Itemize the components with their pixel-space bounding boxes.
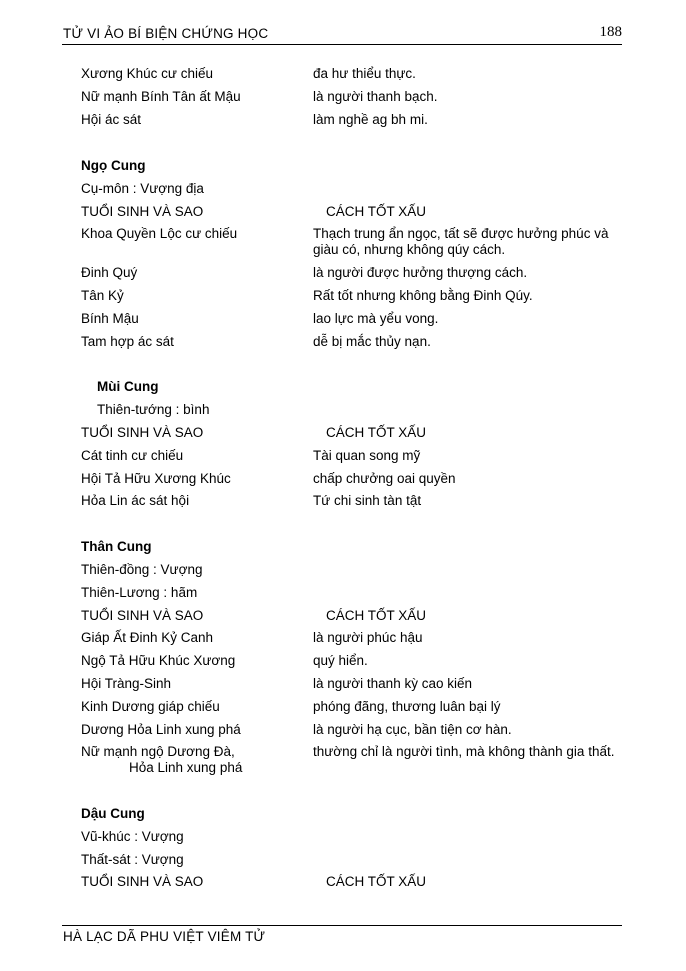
row-right-text: là người được hưởng thượng cách. [313, 265, 528, 280]
row-right-text: dễ bị mắc thủy nạn. [313, 334, 431, 349]
row-left-text: Đinh Quý [81, 265, 138, 280]
header-title: TỬ VI ẢO BÍ BIỆN CHỨNG HỌC [63, 26, 269, 41]
footer-text: HÀ LẠC DÃ PHU VIỆT VIÊM TỬ [63, 929, 266, 944]
star-line: Thiên-đồng : Vượng [81, 562, 203, 577]
row-left-text: Hội Tả Hữu Xương Khúc [81, 471, 231, 486]
header-rule [62, 44, 622, 45]
row-right-text: là người hạ cục, bần tiện cơ hàn. [313, 722, 512, 737]
column-header-right: CÁCH TỐT XẤU [326, 204, 427, 219]
column-header-left: TUỔI SINH VÀ SAO [81, 204, 204, 219]
row-left-text: Hỏa Lin ác sát hội [81, 493, 190, 508]
star-line: Vũ-khúc : Vượng [81, 829, 184, 844]
star-line: Thất-sát : Vượng [81, 852, 184, 867]
row-right-text: quý hiển. [313, 653, 368, 668]
section-title-mui: Mùi Cung [97, 379, 159, 394]
row-right-text: là người phúc hậu [313, 630, 423, 645]
row-right-text: Tài quan song mỹ [313, 448, 421, 463]
row-right-text: Tứ chi sinh tàn tật [313, 493, 422, 508]
row-left-text: Tam hợp ác sát [81, 334, 174, 349]
row-right-text: thường chỉ là người tình, mà không thành gia thất. [313, 744, 615, 759]
row-left-text: Nữ mạnh Bính Tân ất Mậu [81, 89, 241, 104]
row-left-text: Cát tinh cư chiếu [81, 448, 184, 463]
row-left-text: Khoa Quyền Lộc cư chiếu [81, 226, 238, 241]
column-header-right: CÁCH TỐT XẤU [326, 874, 427, 889]
column-header-right: CÁCH TỐT XẤU [326, 425, 427, 440]
column-header-left: TUỔI SINH VÀ SAO [81, 874, 204, 889]
row-left-text [81, 744, 242, 776]
page-number: 188 [599, 24, 622, 40]
row-right-text: Rất tốt nhưng không bằng Đinh Qúy. [313, 288, 533, 303]
star-line: Thiên-tướng : bình [97, 402, 210, 417]
row-left-text: Kinh Dương giáp chiếu [81, 699, 220, 714]
row-right-text: làm nghề ag bh mi. [313, 112, 428, 127]
row-left-text: Dương Hỏa Linh xung phá [81, 722, 241, 737]
row-left-text: Bính Mậu [81, 311, 139, 326]
row-right-text: chấp chưởng oai quyền [313, 471, 456, 486]
row-left-text: Hội Tràng-Sinh [81, 676, 172, 691]
section-title-ngo: Ngọ Cung [81, 158, 146, 173]
row-right-text: Thạch trung ẩn ngọc, tất sẽ được hưởng phúc và giàu có, nhưng không qúy cách. [313, 226, 609, 257]
row-left-line: Hỏa Linh xung phá [129, 760, 243, 775]
column-header-left: TUỔI SINH VÀ SAO [81, 425, 204, 440]
row-right-text: phóng đãng, thương luân bại lý [313, 699, 501, 714]
row-left-text: Hội ác sát [81, 112, 142, 127]
section-title-dau: Dậu Cung [81, 806, 145, 821]
footer-rule [62, 925, 622, 926]
row-left-text: Tân Kỷ [81, 288, 124, 303]
row-left-line: Nữ mạnh ngộ Dương Đà, [81, 744, 235, 759]
section-title-than: Thân Cung [81, 539, 152, 554]
star-line: Thiên-Lương : hãm [81, 585, 198, 600]
row-left-text: Giáp Ất Đinh Kỷ Canh [81, 630, 214, 645]
column-header-left: TUỔI SINH VÀ SAO [81, 608, 204, 623]
row-left-text: Ngộ Tả Hữu Khúc Xương [81, 653, 236, 668]
row-right-text: là người thanh kỳ cao kiến [313, 676, 472, 691]
star-line: Cụ-môn : Vượng địa [81, 181, 204, 196]
row-right-text: đa hư thiểu thực. [313, 66, 416, 81]
row-left-text: Xương Khúc cư chiếu [81, 66, 213, 81]
row-right-text: lao lực mà yểu vong. [313, 311, 439, 326]
row-right-text: là người thanh bạch. [313, 89, 438, 104]
column-header-right: CÁCH TỐT XẤU [326, 608, 427, 623]
